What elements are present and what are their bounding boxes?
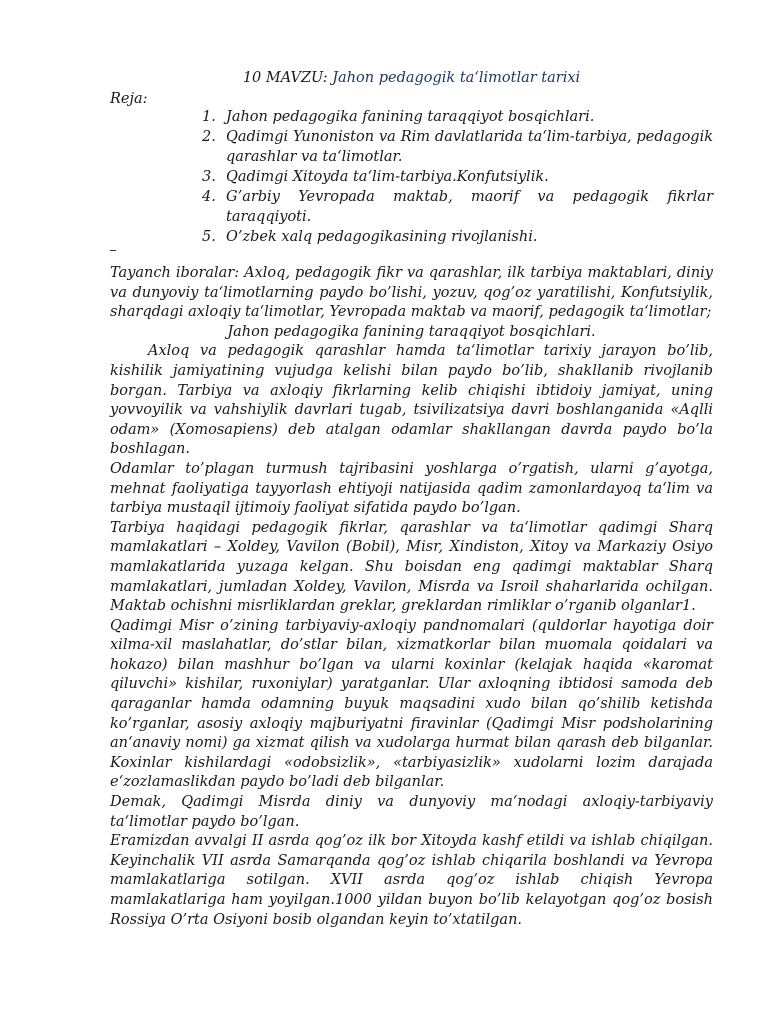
list-marker-dash bbox=[110, 250, 116, 251]
topic-name: Jahon pedagogik ta‘limotlar tarixi bbox=[332, 70, 581, 86]
plan-item bbox=[196, 187, 713, 227]
body-paragraph: Odamlar to’plagan turmush tajribasini yoshlarga o’rgatish, ularni g’ayotga, mehnat faoliyatiga tayyorlash ehtiyoji natijasida qadim zamonlardayoq ta‘lim va tarbiya mustaqil ijtimoiy faoliyat sifatida paydo bo’lgan. bbox=[110, 460, 713, 517]
plan-item-text: Jahon pedagogika fanining taraqqiyot bosqichlari. bbox=[226, 109, 595, 125]
plan-item bbox=[196, 127, 713, 167]
body-paragraph: Qadimgi Misr o’zining tarbiyaviy-axloqiy pandnomalari (quldorlar hayotiga doir xilma-xil maslahatlar, do’stlar bilan, xizmatkorlar bilan muomala qoidalari va hokazo) bilan mashhur bo’lgan va ularni koxinlar (kelajak haqida «karomat qiluvchi» kishilar, ruxoniylar) yaratganlar. Ular axloqning ibtidosi samoda deb qaraganlar hamda odamning buyuk maqsadini xudo bilan qo’shilib ketishda ko’rganlar, asosiy axloqiy majburiyatni firavinlar (Qadimgi Misr podsholarining an‘anaviy nomi) ga xizmat qilish va xudolarga hurmat bilan qarash deb bilganlar. Koxinlar kishilardagi «odobsizlik», «tarbiyasizlik» xudolarni lozim darajada e‘zozlamaslikdan paydo bo’ladi deb bilganlar. bbox=[110, 617, 713, 791]
plan-item-text: Qadimgi Xitoyda ta‘lim-tarbiya.Konfutsiylik. bbox=[226, 169, 549, 185]
plan-item bbox=[196, 107, 713, 127]
plan-item-number: 5. bbox=[202, 229, 216, 245]
plan-item bbox=[196, 167, 713, 187]
plan-list bbox=[196, 107, 713, 247]
body-paragraph: Tarbiya haqidagi pedagogik fikrlar, qarashlar va ta‘limotlar qadimgi Sharq mamlakatlari – Xoldey, Vavilon (Bobil), Misr, Xindiston, Xitoy va Markaziy Osiyo mamlakatlarida yuzaga kelgan. Shu boisdan eng qadimgi maktablar Sharq mamlakatlari, jumladan Xoldey, Vavilon, Misrda va Isroil shaharlarida ochilgan. Maktab ochishni misrliklardan greklar, greklardan rimliklar o’rganib olganlar1. bbox=[110, 519, 713, 615]
plan-item bbox=[196, 227, 713, 247]
body-paragraph: Demak, Qadimgi Misrda diniy va dunyoviy ma‘nodagi axloqiy-tarbiyaviy ta‘limotlar paydo bo’lgan. bbox=[110, 794, 713, 830]
document-body bbox=[110, 264, 713, 930]
plan-item-number: 2. bbox=[202, 129, 216, 145]
body-paragraph: Eramizdan avvalgi II asrda qog’oz ilk bor Xitoyda kashf etildi va ishlab chiqilgan. Keyinchalik VII asrda Samarqanda qog’oz ishlab chiqarila boshlandi va Yevropa mamlakatlariga sotilgan. XVII asrda qog’oz ishlab chiqish Yevropa mamlakatlariga ham yoyilgan.1000 yildan buyon bo’lib kelayotgan qog’oz bosish Rossiya O’rta Osiyoni bosib olgandan keyin to’xtatilgan. bbox=[110, 833, 713, 928]
plan-item-text: G’arbiy Yevropada maktab, maorif va pedagogik fikrlar taraqqiyoti. bbox=[226, 189, 713, 225]
plan-item-number: 1. bbox=[202, 109, 216, 125]
plan-item-number: 3. bbox=[202, 169, 216, 185]
plan-item-text: Qadimgi Yunoniston va Rim davlatlarida ta‘lim-tarbiya, pedagogik qarashlar va ta‘limotlar. bbox=[226, 129, 713, 165]
plan-heading: Reja: bbox=[110, 91, 148, 107]
section-heading: Jahon pedagogika fanining taraqqiyot bosqichlari. bbox=[227, 323, 596, 340]
plan-item-number: 4. bbox=[202, 189, 216, 205]
topic-number: 10 MAVZU: bbox=[242, 70, 328, 86]
keywords-paragraph: Tayanch iboralar: Axloq, pedagogik fikr va qarashlar, ilk tarbiya maktablari, diniy va dunyoviy ta‘limotlarning paydo bo’lishi, yozuv, qog’oz yaratilishi, Konfutsiylik, sharqdagi axloqiy ta‘limotlar, Yevropada maktab va maorif, pedagogik ta‘limotlar; bbox=[110, 265, 713, 321]
topic-title bbox=[110, 68, 713, 89]
body-paragraph: Axloq va pedagogik qarashlar hamda ta‘limotlar tarixiy jarayon bo’lib, kishilik jamiyatining vujudga kelishi bilan paydo bo’lib, shakllanib rivojlanib borgan. Tarbiya va axloqiy fikrlarning kelib chiqishi ibtidoiy jamiyat, uning yovvoyilik va vahshiylik davrlari tugab, tsivilizatsiya davri boshlanganida «Aqlli odam» (Xomosapiens) deb atalgan odamlar shakllangan davrda paydo bo’la boshlagan. bbox=[110, 343, 713, 458]
plan-item-text: O’zbek xalq pedagogikasining rivojlanishi. bbox=[226, 229, 538, 245]
